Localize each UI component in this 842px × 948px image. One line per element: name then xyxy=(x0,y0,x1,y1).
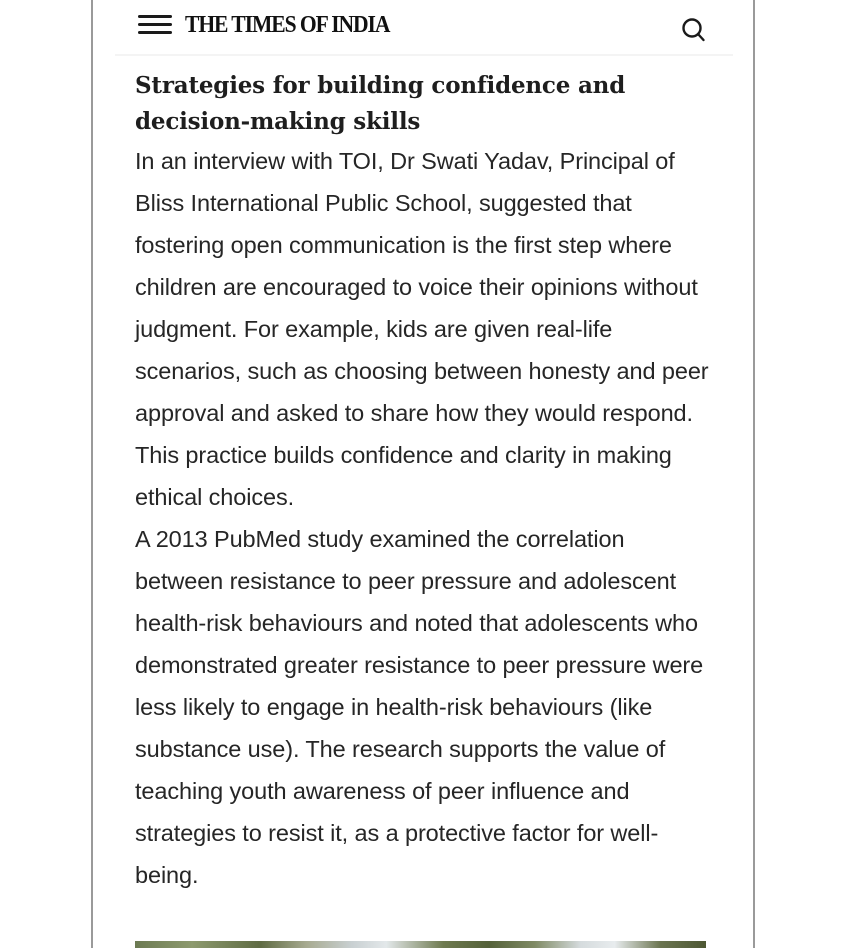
page-frame xyxy=(91,0,755,948)
site-header xyxy=(115,0,733,56)
article-image xyxy=(135,941,706,948)
menu-bar xyxy=(138,23,172,26)
hamburger-menu-icon[interactable] xyxy=(138,15,172,37)
menu-bar xyxy=(138,15,172,18)
article-paragraph: In an interview with TOI, Dr Swati Yadav, Principal of Bliss International Public School, suggested that fostering open communication is the first step where children are encouraged to voice their opinions without judgment. For example, kids are given real-life scenarios, such as choosing between honesty and peer approval and asked to share how they would respond. This practice builds confidence and clarity in making ethical choices. xyxy=(135,148,709,510)
search-icon[interactable] xyxy=(680,16,708,44)
section-subheading: Strategies for building confidence and decision-making skills xyxy=(135,72,626,135)
article-paragraph: A 2013 PubMed study examined the correlation between resistance to peer pressure and adolescent health-risk behaviours and noted that adolescents who demonstrated greater resistance to peer pressure were less likely to engage in health-risk behaviours (like substance use). The research supports the value of teaching youth awareness of peer influence and strategies to resist it, as a protective factor for well-being. xyxy=(135,526,704,888)
menu-bar xyxy=(138,31,172,34)
site-logo[interactable]: THE TIMES OF INDIA xyxy=(185,12,390,38)
article-body xyxy=(135,68,715,896)
